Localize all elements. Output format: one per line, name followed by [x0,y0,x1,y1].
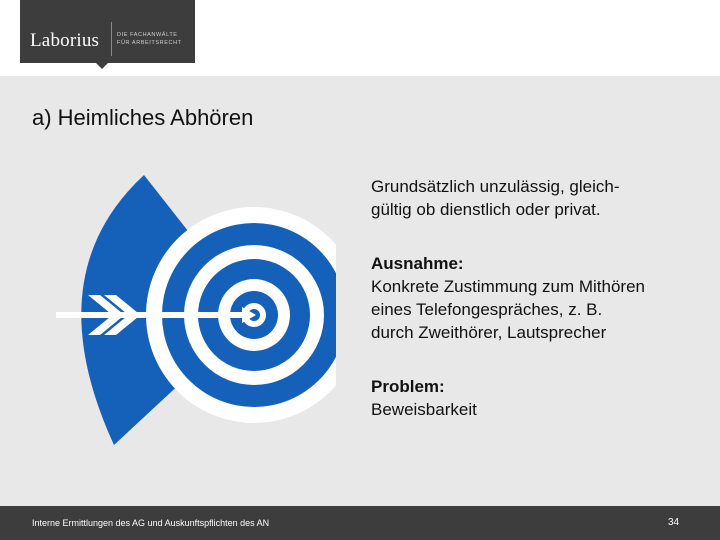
problem-heading: Problem: [371,377,445,396]
paragraph-exception [371,252,701,344]
slide-title: a) Heimliches Abhören [32,105,254,130]
logo-notch [96,63,108,69]
paragraph-general [371,175,701,221]
paragraph-general-line1: Grundsätzlich unzulässig, gleich- [371,177,620,196]
arrow-shaft [56,312,246,318]
exception-line1: Konkrete Zustimmung zum Mithören [371,277,645,296]
laborius-logo [20,0,195,63]
slide-body [371,175,701,421]
problem-text: Beweisbarkeit [371,400,477,419]
paragraph-problem [371,375,701,421]
paragraph-general-line2: gültig ob dienstlich oder privat. [371,200,601,219]
exception-line2: eines Telefongespräches, z. B. [371,300,603,319]
footer-text: Interne Ermittlungen des AG und Auskunftspflichten des AN [32,518,270,528]
exception-line3: durch Zweithörer, Lautsprecher [371,323,607,342]
logo-tagline-line2: FÜR ARBEITSRECHT [117,40,182,46]
logo-divider [111,22,112,56]
logo-tagline [117,31,193,47]
logo-name: Laborius [30,30,100,51]
footer-bar [0,506,720,540]
page-number: 34 [668,517,680,528]
target-arrow-icon [36,175,336,460]
logo-tagline-line1: DIE FACHANWÄLTE [117,32,178,38]
exception-heading: Ausnahme: [371,254,464,273]
